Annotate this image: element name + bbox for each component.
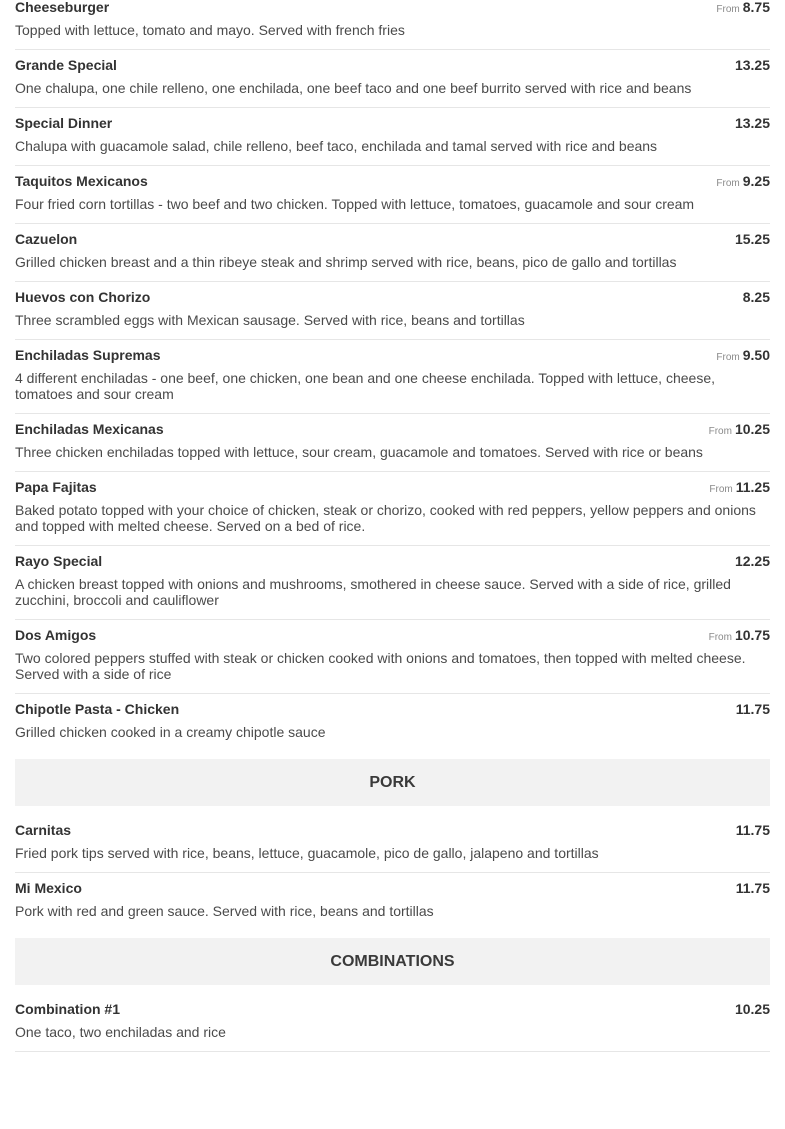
item-name: Enchiladas Mexicanas: [15, 421, 164, 437]
item-name: Chipotle Pasta - Chicken: [15, 701, 180, 717]
menu-item-taquitos-mexicanos[interactable]: [15, 166, 770, 224]
item-name: Cheeseburger: [15, 0, 110, 15]
item-name: Enchiladas Supremas: [15, 347, 161, 363]
item-price-group: [709, 627, 770, 645]
item-name: Dos Amigos: [15, 627, 97, 643]
item-name: Combination #1: [15, 1001, 121, 1017]
menu-item-cazuelon[interactable]: [15, 224, 770, 282]
menu-item-huevos-con-chorizo[interactable]: [15, 282, 770, 340]
item-price: 13.25: [734, 57, 770, 73]
menu-item-chipotle-pasta-chicken[interactable]: [15, 694, 770, 751]
menu-item-dos-amigos[interactable]: [15, 620, 770, 694]
item-description: Three scrambled eggs with Mexican sausage. Served with rice, beans and tortillas: [15, 312, 525, 328]
item-price-group: [732, 57, 770, 75]
price-from-label: From: [716, 4, 740, 15]
item-description: Baked potato topped with your choice of chicken, steak or chorizo, cooked with red peppers, yellow peppers and onions and topped with melted cheese. Served on a bed of rice.: [15, 502, 756, 534]
section-header-pork: PORK: [15, 759, 770, 806]
item-price-group: [716, 0, 770, 17]
item-price-group: [740, 289, 770, 307]
item-price: 11.75: [735, 880, 770, 896]
item-description: Fried pork tips served with rice, beans, lettuce, guacamole, pico de gallo, jalapeno and tortillas: [15, 845, 599, 861]
menu-item-combination-1[interactable]: [15, 985, 770, 1052]
menu-list: [15, 0, 770, 1052]
item-description: Topped with lettuce, tomato and mayo. Served with french fries: [15, 22, 405, 38]
menu-item-mi-mexico[interactable]: [15, 873, 770, 930]
price-from-label: From: [709, 484, 733, 495]
item-description: One chalupa, one chile relleno, one enchilada, one beef taco and one beef burrito served with rice and beans: [15, 80, 692, 96]
item-name: Special Dinner: [15, 115, 113, 131]
item-description: A chicken breast topped with onions and mushrooms, smothered in cheese sauce. Served with a side of rice, grilled zucchini, broccoli and cauliflower: [15, 576, 731, 608]
item-name: Huevos con Chorizo: [15, 289, 151, 305]
item-price-group: [716, 173, 770, 191]
item-name: Taquitos Mexicanos: [15, 173, 148, 189]
item-price-group: [732, 553, 770, 571]
item-name: Papa Fajitas: [15, 479, 97, 495]
item-description: Chalupa with guacamole salad, chile relleno, beef taco, enchilada and tamal served with rice and beans: [15, 138, 658, 154]
item-price: 15.25: [734, 231, 770, 247]
item-description: Three chicken enchiladas topped with lettuce, sour cream, guacamole and tomatoes. Served with rice or beans: [15, 444, 703, 460]
item-price: 10.25: [734, 421, 770, 437]
item-price: 10.25: [734, 1001, 770, 1017]
item-name: Rayo Special: [15, 553, 103, 569]
item-description: Four fried corn tortillas - two beef and two chicken. Topped with lettuce, tomatoes, guacamole and sour cream: [15, 196, 695, 212]
item-price-group: [709, 479, 770, 497]
item-description: Two colored peppers stuffed with steak or chicken cooked with onions and tomatoes, then topped with melted cheese. Served with a side of rice: [15, 650, 746, 682]
price-from-label: From: [708, 632, 732, 643]
item-description: Pork with red and green sauce. Served with rice, beans and tortillas: [15, 903, 434, 919]
item-name: Cazuelon: [15, 231, 78, 247]
item-price: 12.25: [734, 553, 770, 569]
item-price: 11.25: [735, 479, 770, 495]
item-description: Grilled chicken breast and a thin ribeye steak and shrimp served with rice, beans, pico de gallo and tortillas: [15, 254, 677, 270]
item-price: 11.75: [735, 822, 770, 838]
menu-item-special-dinner[interactable]: [15, 108, 770, 166]
section-header-combinations: COMBINATIONS: [15, 938, 770, 985]
item-price: 9.25: [742, 173, 770, 189]
price-from-label: From: [716, 178, 740, 189]
item-price: 10.75: [734, 627, 770, 643]
item-price-group: [709, 421, 770, 439]
menu-item-enchiladas-mexicanas[interactable]: [15, 414, 770, 472]
item-price-group: [733, 880, 770, 898]
item-price: 13.25: [734, 115, 770, 131]
price-from-label: From: [708, 426, 732, 437]
menu-item-rayo-special[interactable]: [15, 546, 770, 620]
menu-item-enchiladas-supremas[interactable]: [15, 340, 770, 414]
item-price: 9.50: [742, 347, 770, 363]
item-price-group: [732, 231, 770, 249]
item-price: 8.75: [742, 0, 770, 15]
item-price-group: [733, 822, 770, 840]
item-description: One taco, two enchiladas and rice: [15, 1024, 226, 1040]
menu-item-grande-special[interactable]: [15, 50, 770, 108]
price-from-label: From: [716, 352, 740, 363]
item-name: Mi Mexico: [15, 880, 82, 896]
item-name: Carnitas: [15, 822, 72, 838]
menu-item-papa-fajitas[interactable]: [15, 472, 770, 546]
item-price-group: [732, 1001, 770, 1019]
menu-item-cheeseburger[interactable]: [15, 0, 770, 50]
item-description: 4 different enchiladas - one beef, one chicken, one bean and one cheese enchilada. Topped with lettuce, cheese, tomatoes and sour cream: [15, 370, 715, 402]
item-price-group: [733, 701, 770, 719]
item-description: Grilled chicken cooked in a creamy chipotle sauce: [15, 724, 326, 740]
item-price-group: [716, 347, 770, 365]
item-price-group: [732, 115, 770, 133]
menu-item-carnitas[interactable]: [15, 806, 770, 873]
item-name: Grande Special: [15, 57, 117, 73]
item-price: 11.75: [735, 701, 770, 717]
item-price: 8.25: [742, 289, 770, 305]
